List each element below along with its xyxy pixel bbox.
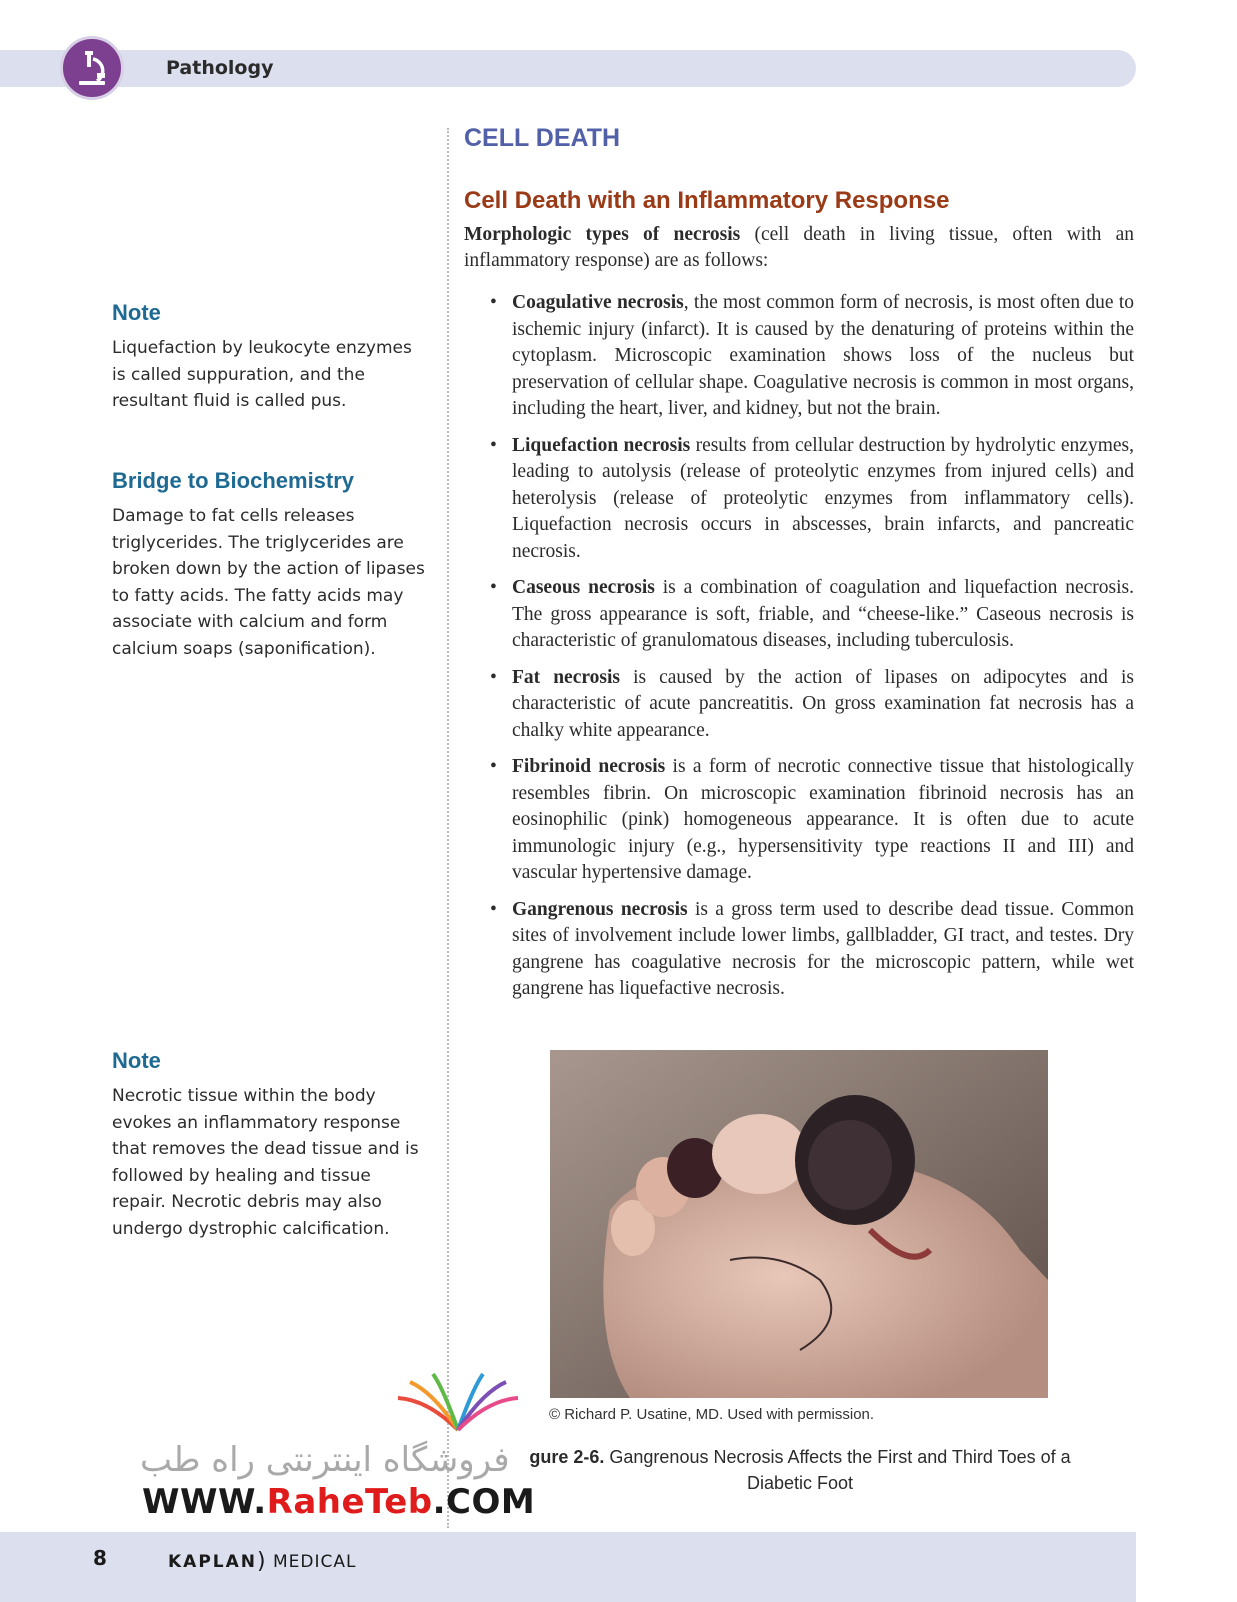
sidebar-bridge-heading: Bridge to Biochemistry [112, 468, 355, 493]
section-title: CELL DEATH [464, 124, 621, 152]
sidebar-note-heading: Note [112, 300, 161, 325]
brand-name: KAPLAN [168, 1552, 258, 1572]
list-item-text: is a gross term used to describe dead tissue. Common sites of involvement include lower limbs, gallbladder, GI tract, and testes. Dry gangrene has coagulative necrosis for the microscopic pattern, while wet gangrene has liquefactive necrosis. [512, 898, 1134, 999]
sidebar-note2-body: Necrotic tissue within the body evokes an inflammatory response that removes the dead tissue and is followed by healing and tissue repair. Necrotic debris may also undergo dystrophic calcification. [112, 1086, 419, 1239]
sidebar-note-body: Liquefaction by leukocyte enzymes is called suppuration, and the resultant fluid is called pus. [112, 338, 412, 411]
open-book-logo-icon [388, 1370, 528, 1445]
list-item: • Fibrinoid necrosis is a form of necrotic connective tissue that histologically resembles fibrin. On microscopic examination fibrinoid necrosis has an eosinophilic (pink) homogeneous appearance. It is often due to acute immunologic injury (e.g., hypersensitivity type reactions II and III) and vascular hypertensive damage. [490, 756, 1134, 883]
list-item-text: results from cellular destruction by hydrolytic enzymes, leading to autolysis (release of proteolytic enzymes from injured cells) and heterolysis (release of proteolytic enzymes from inflammatory cells). Liquefaction necrosis occurs in abscesses, brain infarcts, and pancreatic necrosis. [512, 434, 1134, 562]
list-item: • Fat necrosis is caused by the action of lipases on adipocytes and is characteristic of acute pancreatitis. On gross examination fat necrosis has a chalky white appearance. [490, 666, 1134, 741]
list-item-text: is a combination of coagulation and liquefaction necrosis. The gross appearance is soft, friable, and “cheese-like.” Caseous necrosis is characteristic of granulomatous diseases, including tuberculosis. [512, 577, 1134, 651]
figure-caption-text: Gangrenous Necrosis Affects the First and Third Toes of a Diabetic Foot [604, 1447, 1071, 1493]
figure-photo [550, 1050, 1048, 1398]
list-item-text: is a form of necrotic connective tissue that histologically resembles fibrin. On microscopic examination fibrinoid necrosis has an eosinophilic (pink) homogeneous appearance. It is often due to acute immunologic injury (e.g., hypersensitivity type reactions II and III) and vascular hypertensive damage. [512, 756, 1134, 883]
microscope-icon [60, 36, 124, 100]
list-item: • Gangrenous necrosis is a gross term used to describe dead tissue. Common sites of involvement include lower limbs, gallbladder, GI tract, and testes. Dry gangrene has coagulative necrosis for the microscopic pattern, while wet gangrene has liquefactive necrosis. [490, 898, 1134, 999]
list-item-text: is caused by the action of lipases on adipocytes and is characteristic of acute pancreatitis. On gross examination fat necrosis has a chalky white appearance. [512, 666, 1134, 741]
chapter-title: Pathology [166, 57, 274, 79]
intro-text: (cell death in living tissue, often with an inflammatory response) are as follows: [464, 224, 1134, 271]
list-item: • Caseous necrosis is a combination of coagulation and liquefaction necrosis. The gross appearance is soft, friable, and “cheese-like.” Caseous necrosis is characteristic of granulomatous diseases, including tuberculosis. [490, 577, 1134, 651]
page-number: 8 [93, 1546, 107, 1570]
sidebar-bridge-body: Damage to fat cells releases triglycerides. The triglycerides are broken down by the action of lipases to fatty acids. The fatty acids may associate with calcium and form calcium soaps (saponification). [112, 506, 425, 659]
list-item-text: , the most common form of necrosis, is most often due to ischemic injury (infarct). It is caused by the denaturing of proteins within the cytoplasm. Microscopic examination shows loss of the nucleus but preservation of cellular shape. Coagulative necrosis is common in most organs, including the heart, liver, and kidney, but not the brain. [512, 292, 1134, 419]
subsection-title: Cell Death with an Inflammatory Response [464, 187, 950, 214]
figure-caption [510, 1444, 1090, 1496]
figure-label: gure 2-6. [529, 1447, 605, 1467]
intro-term: Morphologic types of necrosis [464, 224, 741, 245]
intro-paragraph [464, 222, 1134, 274]
watermark-url: WWW.RaheTeb.COM [142, 1482, 536, 1522]
list-item-term: Gangrenous necrosis [512, 898, 688, 920]
list-item-term: Liquefaction necrosis [512, 434, 691, 456]
sidebar-note2-heading: Note [112, 1048, 161, 1073]
list-item-term: Coagulative necrosis [512, 292, 684, 313]
watermark-persian-text: فروشگاه اینترنتی راه طب [140, 1440, 510, 1480]
list-item: • Coagulative necrosis, the most common form of necrosis, is most often due to ischemic injury (infarct). It is caused by the denaturing of proteins within the cytoplasm. Microscopic examination shows loss of the nucleus but preservation of cellular shape. Coagulative necrosis is common in most organs, including the heart, liver, and kidney, but not the brain. [490, 292, 1134, 419]
list-item-term: Fibrinoid necrosis [512, 756, 666, 777]
brand-suffix: MEDICAL [273, 1552, 357, 1572]
list-item-term: Caseous necrosis [512, 577, 655, 598]
column-divider [447, 128, 449, 1528]
publisher-logo: KAPLAN) MEDICAL [168, 1549, 357, 1574]
figure-credit: © Richard P. Usatine, MD. Used with permission. [549, 1406, 875, 1423]
list-item: • Liquefaction necrosis results from cellular destruction by hydrolytic enzymes, leading to autolysis (release of proteolytic enzymes from injured cells) and heterolysis (release of proteolytic enzymes from inflammatory cells). Liquefaction necrosis occurs in abscesses, brain infarcts, and pancreatic necrosis. [490, 434, 1134, 562]
list-item-term: Fat necrosis [512, 666, 621, 688]
necrosis-list [464, 290, 1134, 1013]
